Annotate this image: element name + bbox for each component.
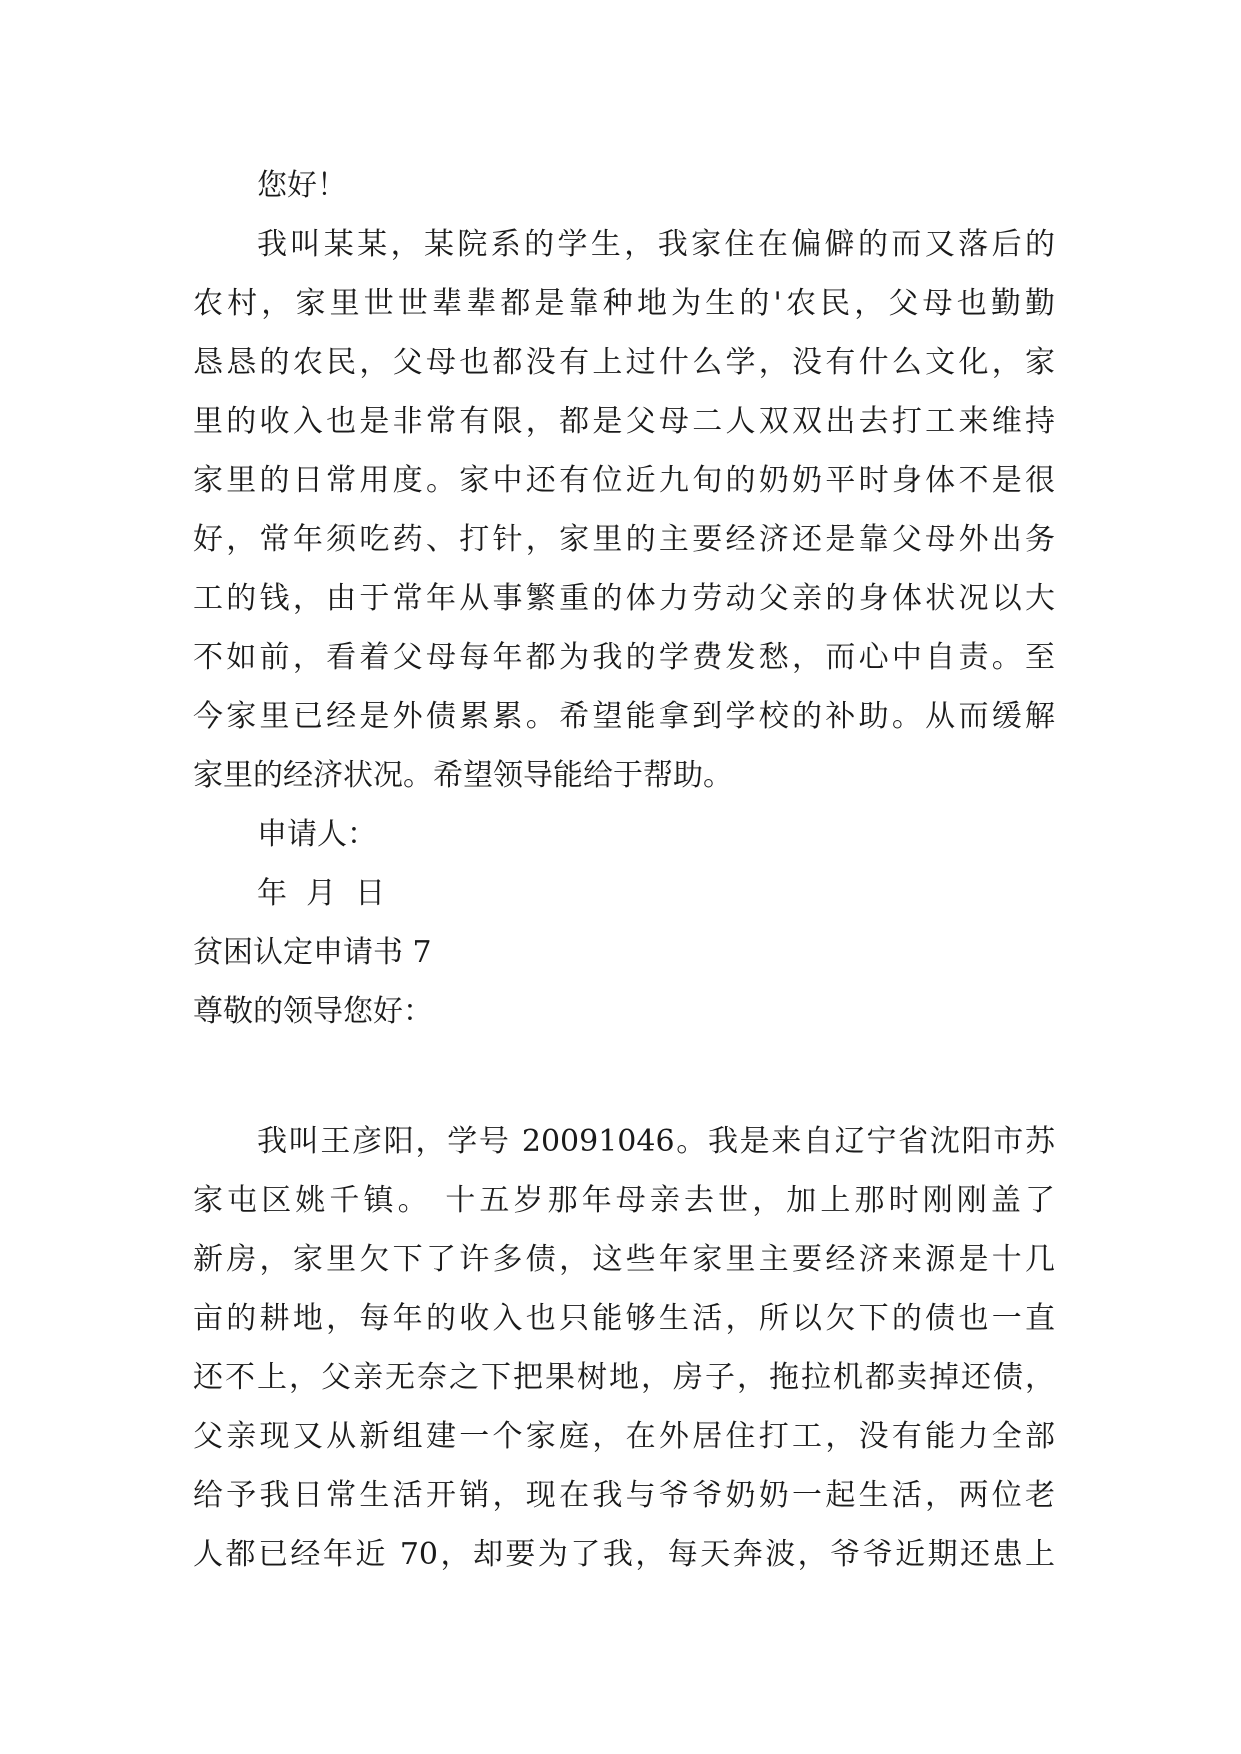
text-line: 我叫某某，某院系的学生，我家住在偏僻的而又落后的 <box>257 227 1055 262</box>
text-line: 给予我日常生活开销，现在我与爷爷奶奶一起生活，两位老 <box>193 1478 1055 1513</box>
greeting: 您好！ <box>257 168 347 203</box>
text-line: 家里的日常用度。家中还有位近九旬的奶奶平时身体不是很 <box>193 463 1055 498</box>
text-line: 我叫王彦阳，学号 20091046。我是来自辽宁省沈阳市苏 <box>257 1124 1055 1159</box>
date-line: 年 月 日 <box>257 876 386 911</box>
text-line: 不如前，看着父母每年都为我的学费发愁，而心中自责。至 <box>193 640 1055 675</box>
letter2-body <box>193 1112 1055 1584</box>
text-line: 新房，家里欠下了许多债，这些年家里主要经济来源是十几 <box>193 1242 1055 1277</box>
section-title: 贫困认定申请书 7 <box>193 935 432 970</box>
applicant-label: 申请人： <box>257 817 377 852</box>
blank-gap <box>193 1041 1055 1112</box>
text-line: 恳恳的农民，父母也都没有上过什么学，没有什么文化，家 <box>193 345 1055 380</box>
text-line: 亩的耕地，每年的收入也只能够生活，所以欠下的债也一直 <box>193 1301 1055 1336</box>
text-line: 人都已经年近 70，却要为了我，每天奔波，爷爷近期还患上 <box>193 1537 1055 1572</box>
text-line: 父亲现又从新组建一个家庭，在外居住打工，没有能力全部 <box>193 1419 1055 1454</box>
document-content <box>193 156 1055 1584</box>
text-line: 家里的经济状况。希望领导能给于帮助。 <box>193 758 733 793</box>
text-line: 今家里已经是外债累累。希望能拿到学校的补助。从而缓解 <box>193 699 1055 734</box>
text-line: 家屯区姚千镇。 十五岁那年母亲去世，加上那时刚刚盖了 <box>193 1183 1055 1218</box>
text-line: 还不上，父亲无奈之下把果树地，房子，拖拉机都卖掉还债， <box>193 1360 1055 1395</box>
letter1-body <box>193 215 1055 805</box>
text-line: 工的钱，由于常年从事繁重的体力劳动父亲的身体状况以大 <box>193 581 1055 616</box>
text-line: 农村，家里世世辈辈都是靠种地为生的'农民，父母也勤勤 <box>193 286 1055 321</box>
text-line: 里的收入也是非常有限，都是父母二人双双出去打工来维持 <box>193 404 1055 439</box>
text-line: 好，常年须吃药、打针，家里的主要经济还是靠父母外出务 <box>193 522 1055 557</box>
salutation: 尊敬的领导您好： <box>193 994 433 1029</box>
